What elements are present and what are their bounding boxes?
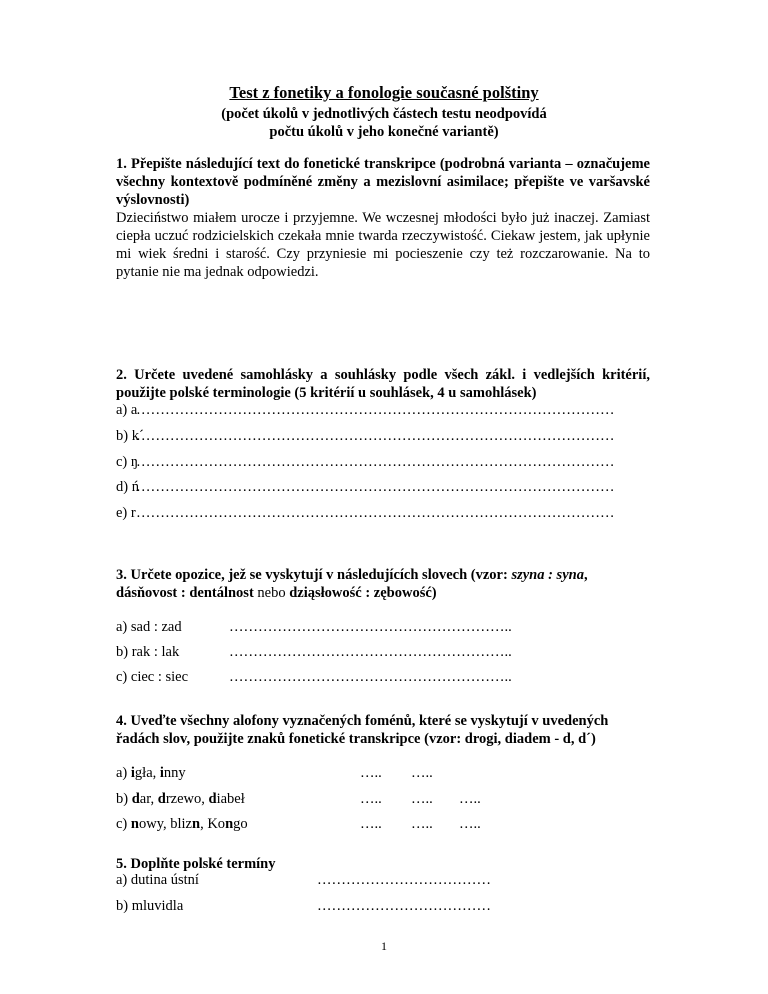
q4-row-a-answer-1[interactable]: ….. [360,765,382,781]
q3-item-c-answer-line[interactable]: ………………………………………………….. [229,669,512,685]
q4-row-a-highlight-2: i [159,765,164,781]
q4-row-a-words [116,765,186,782]
q2-item-c-label: c) ŋ [116,454,139,470]
q5-item-b-answer-line[interactable]: ……………………………… [317,898,491,914]
q4-row-c-words [116,816,248,833]
q5-item-b-label: b) mluvidla [116,898,184,914]
q4-row-b-label: b) [116,791,132,807]
q3-item-a-label: a) sad : zad [116,619,182,635]
q4-row-b-text-2: rzewo, [165,791,209,807]
page-title: Test z fonetiky a fonologie současné polštiny [229,83,539,102]
q2-item-d-answer-line[interactable]: ……………………………………………………………………………………… [136,479,615,495]
q3-heading-end: dziąsłowość : zębowość) [289,585,437,601]
q4-row-c-highlight-3: n [225,816,234,832]
page-number: 1 [381,939,387,953]
q2-item-c-answer-line[interactable]: ……………………………………………………………………………………… [136,454,615,470]
q3-heading-start: 3. Určete opozice, jež se vyskytují v následujících slovech (vzor: [116,567,512,583]
q4-row-a-text-1: gła, [134,765,160,781]
q4-row-c-label: c) [116,816,131,832]
q4-row-b-text-1: ar, [139,791,158,807]
q4-row-c-answer-1[interactable]: ….. [360,816,382,832]
q3-heading-nebo: nebo [253,585,290,601]
q4-row-c-text-1: owy, bliz [138,816,192,832]
q3-item-b-label: b) rak : lak [116,644,180,660]
q1-heading: 1. Přepište následující text do fonetické transkripce (podrobná varianta – označujeme všechny kontextově podmíněné změny a mezislovní asimilace; přepište ve varšavské výslovnosti) [116,156,650,208]
q4-row-b-highlight-3: d [208,791,217,807]
q3-item-c-label: c) ciec : siec [116,669,189,685]
q4-row-b-words [116,791,245,808]
q3-item-a-answer-line[interactable]: ………………………………………………….. [229,619,512,635]
q4-row-a-highlight-1: i [130,765,135,781]
q4-row-c-text-3: go [233,816,248,832]
q2-item-e-answer-line[interactable]: ……………………………………………………………………………………… [136,505,615,521]
q4-row-a-text-2: nny [163,765,186,781]
q2-item-a-label: a) a [116,402,138,418]
q4-row-b-highlight-1: d [131,791,140,807]
q5-item-a-answer-line[interactable]: ……………………………… [317,872,491,888]
q3-heading-mid: , dásňovost : dentálnost [116,567,588,601]
q4-row-c-answer-2[interactable]: ….. [411,816,433,832]
q3-heading [116,566,650,602]
q4-row-c-highlight-1: n [130,816,139,832]
q4-row-b-answer-3[interactable]: ….. [459,791,481,807]
q2-item-b-answer-line[interactable]: ……………………………………………………………………………………… [136,428,615,444]
q4-row-b-highlight-2: d [157,791,166,807]
q4-row-c-answer-3[interactable]: ….. [459,816,481,832]
q2-heading: 2. Určete uvedené samohlásky a souhlásky podle všech zákl. i vedlejších kritérií, použijte polské terminologie (5 kritérií u souhlásek, 4 u samohlásek) [116,367,650,401]
q5-heading: 5. Doplňte polské termíny [116,856,276,872]
q4-row-a-answer-2[interactable]: ….. [411,765,433,781]
q4-heading: 4. Uveďte všechny alofony vyznačených foménů, které se vyskytují v uvedených řadách slov, použijte znaků fonetické transkripce (vzor: drogi, diadem - d, d´) [116,713,609,747]
q4-row-c-highlight-2: n [192,816,201,832]
q4-row-b-answer-1[interactable]: ….. [360,791,382,807]
q2-item-d-label: d) ń [116,479,139,495]
subtitle-line-2: počtu úkolů v jeho konečné variantě) [269,124,499,140]
q3-item-b-answer-line[interactable]: ………………………………………………….. [229,644,512,660]
q2-item-b-label: b) k´ [116,428,144,444]
q5-item-a-label: a) dutina ústní [116,872,199,888]
q2-item-e-label: e) r [116,505,136,521]
q4-row-b-text-3: iabeł [216,791,245,807]
q4-row-c-text-2: , Ko [200,816,226,832]
q1-text: Dzieciństwo miałem urocze i przyjemne. We wczesnej młodości było już inaczej. Zamiast ciepła uczuć rodzicielskich czekała mnie twarda rzeczywistość. Ciekaw jestem, jak upłynie mi wiek średni i starość. Czy przyniesie mi pocieszenie czy też rozczarowanie. Na to pytanie nie ma jednak odpowiedzi. [116,210,650,280]
q2-item-a-answer-line[interactable]: ……………………………………………………………………………………… [136,402,615,418]
q4-row-a-label: a) [116,765,131,781]
subtitle-line-1: (počet úkolů v jednotlivých částech testu neodpovídá [221,106,547,122]
q3-heading-example: szyna : syna [511,567,584,583]
q4-row-b-answer-2[interactable]: ….. [411,791,433,807]
